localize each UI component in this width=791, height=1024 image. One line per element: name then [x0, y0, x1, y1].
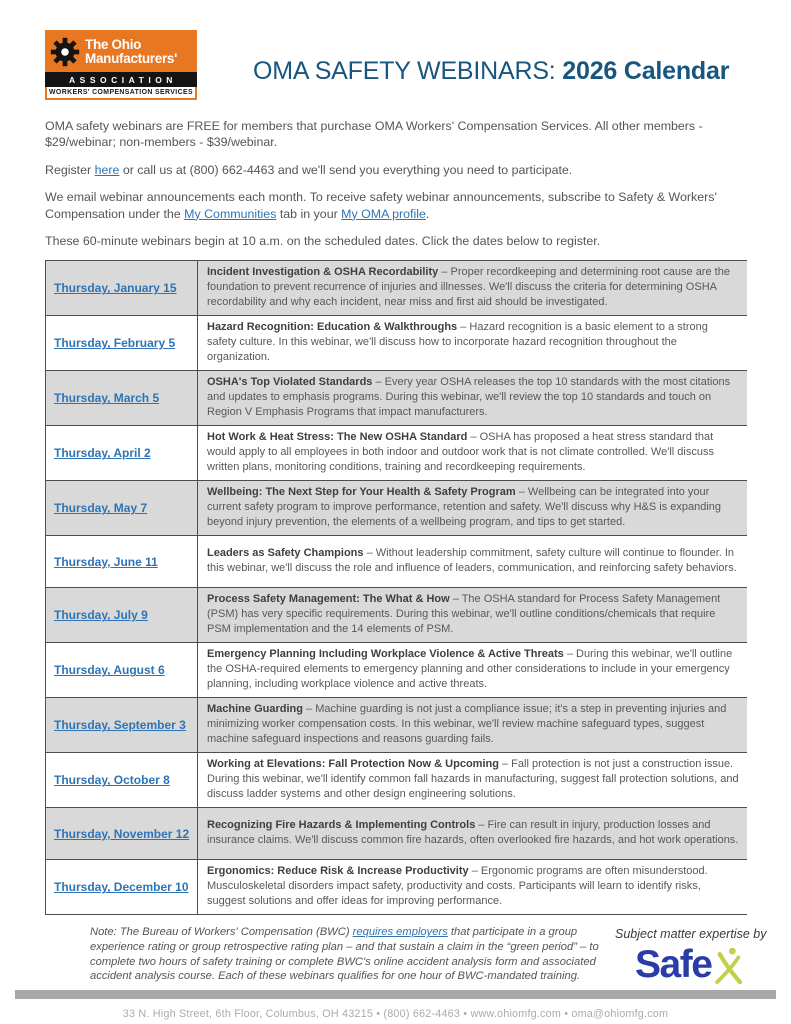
announcements-text-post: .	[425, 206, 430, 221]
date-link-october[interactable]: Thursday, October 8	[54, 773, 170, 788]
intro-paragraph-register	[45, 162, 746, 178]
logo-name-line1: The Ohio	[85, 36, 142, 52]
page-title	[253, 57, 729, 100]
date-link-november[interactable]: Thursday, November 12	[54, 826, 190, 841]
requires-employers-link[interactable]: requires employers	[352, 926, 448, 939]
bottom-section	[45, 915, 767, 990]
webinar-description: – Ergonomic programs are often misunderstood. Musculoskeletal disorders impact safety, productivity and costs. Participants will learn to identify risks, suggest solutions and offer ideas for improving performance.	[207, 865, 708, 908]
table-row	[46, 588, 748, 643]
date-link-june[interactable]: Thursday, June 11	[54, 554, 158, 569]
table-row	[46, 860, 748, 915]
page-title-bold: 2026 Calendar	[562, 57, 730, 85]
webinar-description: – Fall protection is not just a construction issue. During this webinar, we'll identify common fall hazards in manufacturing, suggest fall protection solutions, and discuss ladder systems and other design engineering solutions.	[207, 758, 739, 801]
gear-icon	[48, 35, 82, 69]
webinar-description: – Proper recordkeeping and determining root cause are the foundation to prevent recurrence of injuries and illnesses. We'll discuss the criteria for determining OSHA recordability and why each incident, near miss and first aid should be investigated.	[207, 266, 730, 309]
description-cell	[198, 753, 748, 808]
register-here-link[interactable]: here	[94, 162, 120, 177]
intro-paragraph-pricing	[45, 118, 746, 151]
webinar-title: Process Safety Management: The What & How	[207, 593, 450, 606]
date-cell	[46, 371, 198, 426]
description-cell	[198, 536, 748, 588]
logo-name-line2: Manufacturers'	[85, 50, 178, 66]
description-cell	[198, 426, 748, 481]
webinar-title: Working at Elevations: Fall Protection Now & Upcoming	[207, 758, 499, 771]
date-cell	[46, 426, 198, 481]
date-link-july[interactable]: Thursday, July 9	[54, 608, 148, 623]
logo-association-bar: ASSOCIATION	[45, 72, 197, 87]
page-title-regular: OMA SAFETY WEBINARS:	[253, 57, 563, 85]
oma-logo	[45, 30, 197, 100]
webinar-title: Hazard Recognition: Education & Walkthroughs	[207, 321, 458, 334]
safex-x-icon	[712, 947, 746, 990]
table-row	[46, 371, 748, 426]
oma-logo-top	[45, 30, 197, 72]
webinar-description: – Fire can result in injury, production losses and insurance claims. We'll discuss common fire hazards, often overlooked fire hazards, and hot work operations.	[207, 819, 739, 847]
description-cell	[198, 698, 748, 753]
webinar-title: OSHA's Top Violated Standards	[207, 376, 373, 389]
table-row	[46, 481, 748, 536]
description-cell	[198, 808, 748, 860]
safex-tagline: Subject matter expertise by	[615, 927, 767, 942]
webinar-title: Leaders as Safety Champions	[207, 547, 364, 560]
table-row	[46, 261, 748, 316]
bwc-note	[90, 925, 615, 990]
webinar-title: Emergency Planning Including Workplace Violence & Active Threats	[207, 648, 564, 661]
bwc-note-pre: Note: The Bureau of Workers' Compensation (BWC)	[90, 926, 353, 939]
date-cell	[46, 261, 198, 316]
footer-address: 33 N. High Street, 6th Floor, Columbus, OH 43215 • (800) 662-4463 • www.ohiomfg.com • oma@ohiomfg.com	[122, 1008, 669, 1021]
date-cell	[46, 588, 198, 643]
webinar-description: – Machine guarding is not just a compliance issue; it's a step in preventing injuries and minimizing worker compensation costs. In this webinar, we'll review machine safeguard types, suggest machine safeguard inspections and reasons guarding fails.	[207, 703, 727, 746]
footer-divider-bar	[15, 990, 776, 999]
date-link-january[interactable]: Thursday, January 15	[54, 281, 177, 296]
description-cell	[198, 261, 748, 316]
intro-pricing-text: OMA safety webinars are FREE for members that purchase OMA Workers' Compensation Services. All other members - $29/webinar; non-members - $39/webinar.	[45, 119, 703, 150]
webinar-title: Recognizing Fire Hazards & Implementing Controls	[207, 819, 476, 832]
webinar-description: – Hazard recognition is a basic element to a strong safety culture. In this webinar, we'll discuss how to incorporate hazard recognition throughout the organization.	[207, 321, 708, 364]
webinar-title: Ergonomics: Reduce Risk & Increase Productivity	[207, 865, 469, 878]
logo-name	[85, 38, 177, 66]
webinar-title: Hot Work & Heat Stress: The New OSHA Standard	[207, 431, 468, 444]
date-cell	[46, 808, 198, 860]
webinar-description: – The OSHA standard for Process Safety Management (PSM) has very specific requirements. During this webinar, we'll outline conditions/chemicals that require PSM implementation and the 14 elements of PSM.	[207, 593, 721, 636]
schedule-text: These 60-minute webinars begin at 10 a.m. on the scheduled dates. Click the dates below to register.	[45, 234, 601, 249]
table-row	[46, 808, 748, 860]
date-link-march[interactable]: Thursday, March 5	[54, 391, 160, 406]
table-row	[46, 643, 748, 698]
date-cell	[46, 481, 198, 536]
description-cell	[198, 371, 748, 426]
webinar-schedule-table	[45, 260, 747, 915]
table-row	[46, 316, 748, 371]
description-cell	[198, 316, 748, 371]
table-row	[46, 698, 748, 753]
date-link-august[interactable]: Thursday, August 6	[54, 663, 165, 678]
webinar-title: Incident Investigation & OSHA Recordability	[207, 266, 439, 279]
table-row	[46, 753, 748, 808]
webinar-description: – Every year OSHA releases the top 10 standards with the most citations and updates to emphasis programs. During this webinar, we'll review the top 10 standards and touch on Region V Emphasis Programs that impact manufacturers.	[207, 376, 731, 419]
footer	[0, 990, 791, 1024]
date-cell	[46, 536, 198, 588]
announcements-text-pre: We email webinar announcements each month. To receive safety webinar announcements, subscribe to Safety & Workers' Compensation under the	[45, 190, 717, 221]
register-text-post: or call us at (800) 662-4463 and we'll send you everything you need to participate.	[119, 162, 573, 177]
date-cell	[46, 860, 198, 915]
description-cell	[198, 481, 748, 536]
table-row	[46, 426, 748, 481]
date-link-april[interactable]: Thursday, April 2	[54, 446, 151, 461]
intro-paragraph-announcements	[45, 189, 746, 222]
announcements-text-mid: tab in your	[276, 206, 342, 221]
safex-logo	[635, 945, 746, 990]
date-cell	[46, 753, 198, 808]
my-communities-link[interactable]: My Communities	[184, 206, 277, 221]
my-oma-profile-link[interactable]: My OMA profile	[341, 206, 426, 221]
date-cell	[46, 698, 198, 753]
register-text-pre: Register	[45, 162, 95, 177]
date-link-september[interactable]: Thursday, September 3	[54, 718, 186, 733]
webinar-title: Wellbeing: The Next Step for Your Health & Safety Program	[207, 486, 516, 499]
bwc-note-post: that participate in a group experience rating or group retrospective rating plan – and that sustain a claim in the “green period” – to complete two hours of safety training or complete BWC's online accident analysis form and associated accident analysis course. Each of these webinars qualifies for one hour of BWC-mandated training.	[90, 926, 599, 983]
intro-paragraph-schedule	[45, 233, 746, 249]
description-cell	[198, 588, 748, 643]
date-link-february[interactable]: Thursday, February 5	[54, 336, 176, 351]
intro-section	[45, 118, 746, 249]
description-cell	[198, 643, 748, 698]
date-cell	[46, 316, 198, 371]
header	[0, 0, 791, 100]
date-link-may[interactable]: Thursday, May 7	[54, 501, 148, 516]
webinar-description: – Wellbeing can be integrated into your current safety program to improve performance, retention and safety. We'll discuss why H&S is expanding beyond injury prevention, the elements of a wellbeing program, and tips to get started.	[207, 486, 722, 529]
webinar-description: – OSHA has proposed a heat stress standard that would apply to all employees in both indoor and outdoor work that is not climate controlled. We'll discuss written plans, monitoring conditions, training and recordkeeping requirements.	[207, 431, 714, 474]
webinar-description: – During this webinar, we'll outline the OSHA-required elements to emergency planning and other considerations to include in your emergency planning, including workplace violence and active threats.	[207, 648, 733, 691]
webinar-description: – Without leadership commitment, safety culture will continue to flounder. In this webinar, we'll discuss the role and influence of leaders, communication, and reinforcing safety behaviors.	[207, 547, 737, 575]
date-cell	[46, 643, 198, 698]
table-row	[46, 536, 748, 588]
description-cell	[198, 860, 748, 915]
webinar-title: Machine Guarding	[207, 703, 303, 716]
safex-block	[615, 925, 766, 990]
logo-tagline: WORKERS' COMPENSATION SERVICES	[45, 87, 197, 100]
safex-wordmark: Safe	[635, 943, 712, 987]
date-link-december[interactable]: Thursday, December 10	[54, 880, 189, 895]
